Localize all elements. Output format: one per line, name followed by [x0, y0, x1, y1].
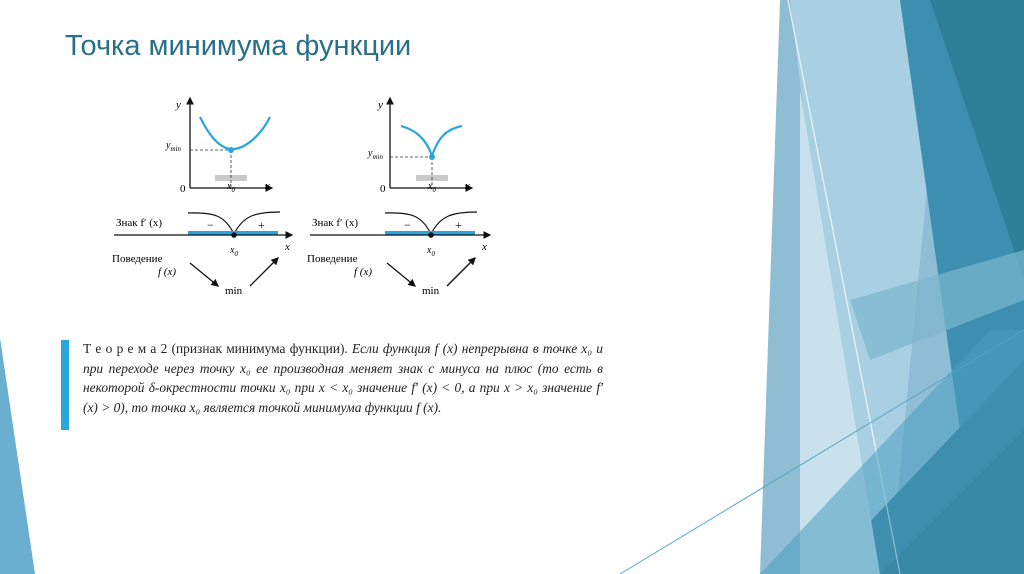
left-behavior-label-2: f (x) [158, 266, 177, 278]
theorem-accent-bar [61, 340, 69, 430]
right-x-label: x [465, 180, 470, 192]
slide-title: Точка минимума функции [65, 30, 412, 62]
left-ymin-label: $y_{min}$ [166, 140, 181, 153]
left-min-point [228, 147, 234, 153]
right-y-label: y [378, 99, 383, 111]
left-sign-x0: $x_0$ [230, 245, 238, 258]
right-behavior-row [307, 253, 475, 297]
left-sign-label: Знак f′ (x) [116, 217, 163, 229]
right-sign-x0: $x_0$ [427, 245, 435, 258]
theorem-text [83, 339, 603, 417]
right-min-label: min [422, 285, 440, 297]
theorem-body: Если функция f (x) непрерывна в точке x₀ и при переходе через точку x₀ ее производная меняет знак с минуса на плюс (то есть в некоторой δ-окрестности точки x₀ при x < x₀ значение f′ (x) < 0, а при x > x₀ значение f′ (x) > 0), то точка x₀ является точкой минимума функции f (x). [83, 341, 603, 415]
left-minus: − [207, 218, 214, 232]
left-sign-row [114, 212, 292, 258]
right-sign-x: x [482, 241, 487, 253]
left-y-label: y [176, 99, 181, 111]
left-curve [200, 117, 270, 149]
right-origin: 0 [380, 183, 386, 195]
right-x0-label: $x_0$ [428, 181, 436, 194]
right-minus: − [404, 218, 411, 232]
left-min-label: min [225, 285, 243, 297]
right-graph [367, 98, 472, 195]
left-x-label: x [265, 180, 270, 192]
right-curve [401, 126, 462, 156]
right-ymin-label: $y_{min}$ [368, 148, 383, 161]
left-x0-label: $x_0$ [227, 181, 235, 194]
right-sign-row [310, 212, 490, 258]
right-behavior-label-2: f (x) [354, 266, 373, 278]
left-behavior-label-1: Поведение [112, 253, 163, 265]
right-min-point [429, 154, 435, 160]
right-plus: + [455, 218, 462, 232]
left-graph [165, 98, 272, 195]
left-origin: 0 [180, 183, 186, 195]
theorem-heading: Т е о р е м а 2 (признак минимума функции). [83, 341, 348, 356]
left-plus: + [258, 218, 265, 232]
left-sign-x: x [285, 241, 290, 253]
right-sign-label: Знак f′ (x) [312, 217, 359, 229]
right-behavior-label-1: Поведение [307, 253, 358, 265]
minimum-figure [100, 88, 500, 303]
left-behavior-row [112, 253, 278, 297]
